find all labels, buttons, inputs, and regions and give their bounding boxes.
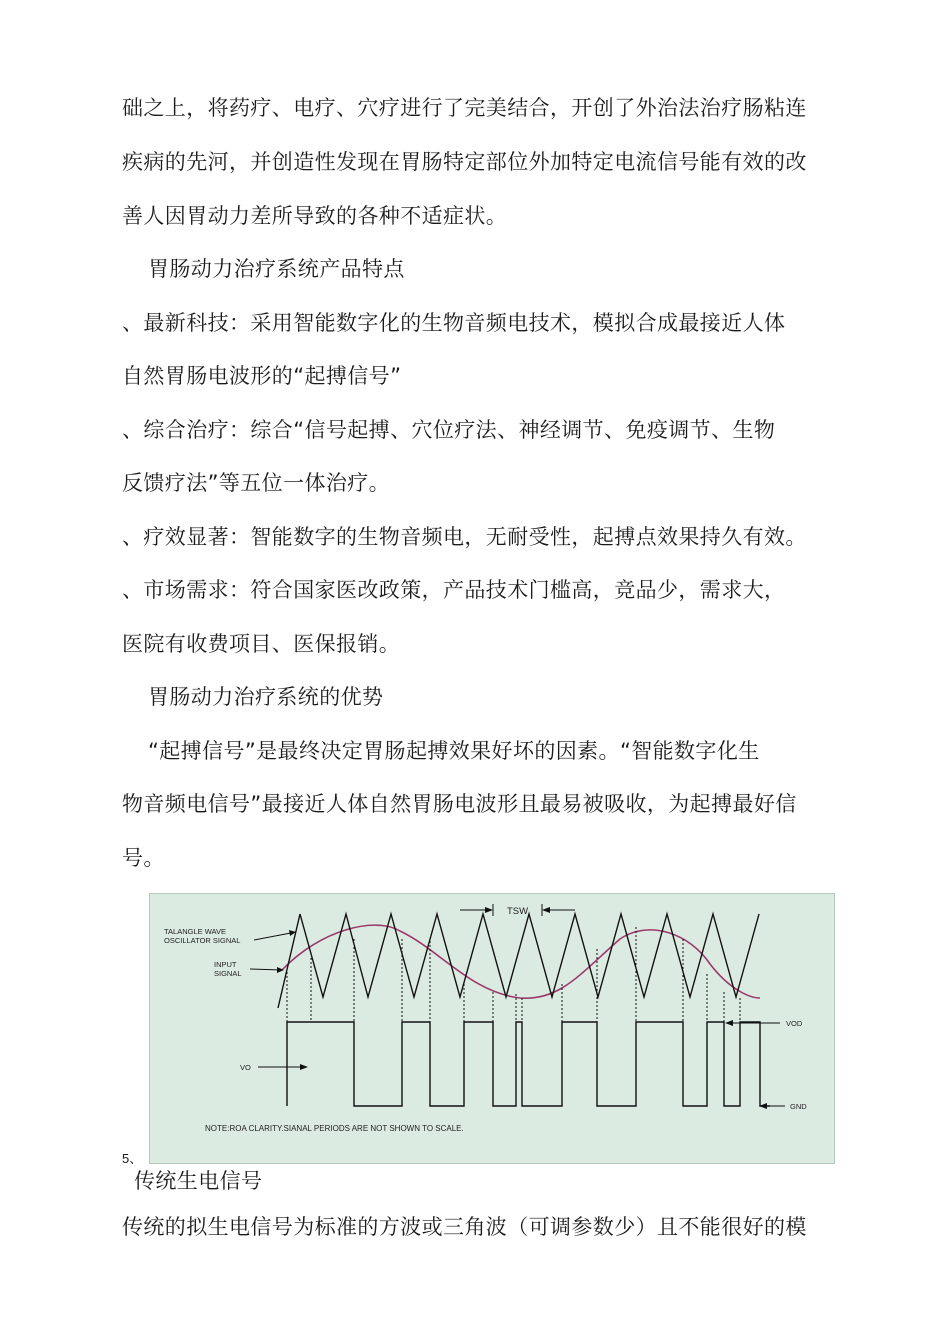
waveform-figure: [149, 893, 835, 1164]
figure-number: 5、: [122, 1151, 143, 1166]
paragraph-traditional: 传统的拟生电信号为标准的方波或三角波（可调参数少）且不能很好的模: [122, 1215, 807, 1239]
advantage-line-3: 号。: [122, 846, 165, 870]
label-vod: VOD: [786, 1019, 803, 1028]
label-tsw: TSW: [507, 906, 529, 917]
section-heading-advantages: 胃肠动力治疗系统的优势: [148, 685, 384, 709]
paragraph-line-1: 础之上，将药疗、电疗、穴疗进行了完美结合，开创了外治法治疗肠粘连: [122, 96, 807, 120]
crossing-guides: [287, 927, 740, 1106]
label-gnd: GND: [790, 1102, 807, 1111]
section-heading-traditional: 传统生电信号: [134, 1169, 263, 1193]
label-input: INPUT: [214, 960, 237, 969]
feature-item-4-cont: 医院有收费项目、医保报销。: [122, 632, 401, 656]
section-heading-features: 胃肠动力治疗系统产品特点: [148, 257, 405, 281]
advantage-line-2: 物音频电信号”最接近人体自然胃肠电波形且最易被吸收，为起搏最好信: [122, 792, 797, 816]
label-triangle-wave: TALANGLE WAVE: [164, 927, 226, 936]
feature-item-2-cont: 反馈疗法”等五位一体治疗。: [122, 471, 391, 495]
triangle-wave: [278, 914, 759, 1008]
label-signal: SIGNAL: [214, 969, 242, 978]
paragraph-line-3: 善人因胃动力差所导致的各种不适症状。: [122, 204, 508, 228]
feature-item-3: 、疗效显著：智能数字的生物音频电，无耐受性，起搏点效果持久有效。: [122, 525, 807, 549]
feature-item-2: 、综合治疗：综合“信号起搏、穴位疗法、神经调节、免疫调节、生物: [122, 418, 776, 442]
feature-item-4: 、市场需求：符合国家医改政策，产品技术门槛高，竞品少，需求大，: [122, 578, 786, 602]
label-oscillator-signal: OSCILLATOR SIGNAL: [164, 936, 241, 945]
pulse-output: [287, 1022, 770, 1106]
advantage-line-1: “起搏信号”是最终决定胃肠起搏效果好坏的因素。“智能数字化生: [148, 739, 760, 763]
waveform-svg: [150, 894, 836, 1165]
feature-item-1-cont: 自然胃肠电波形的“起搏信号”: [122, 364, 402, 388]
feature-item-1: 、最新科技：采用智能数字化的生物音频电技术，模拟合成最接近人体: [122, 311, 786, 335]
paragraph-line-2: 疾病的先河，并创造性发现在胃肠特定部位外加特定电流信号能有效的改: [122, 150, 807, 174]
label-vo: VO: [240, 1063, 251, 1072]
figure-note: NOTE:ROA CLARITY.SIANAL PERIODS ARE NOT SHOWN TO SCALE.: [205, 1124, 464, 1133]
